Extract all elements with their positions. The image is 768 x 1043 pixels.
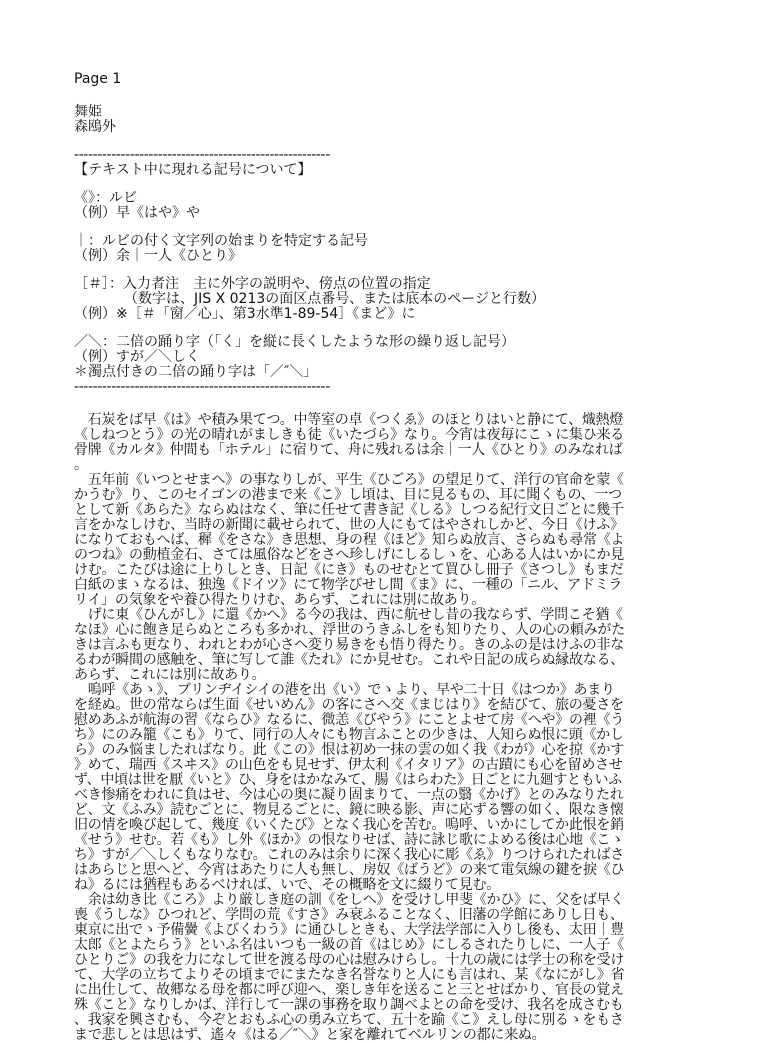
body-line: べき惨痛をわれに負はせ、今は心の奥に凝り固まりて、一点の翳《かげ》とのみなりたれ [74,787,624,803]
body-line: ら》のみ悩ましたればなり。此《この》恨は初め一抹の雲の如く我《わが》心を掠《かす [74,742,624,758]
spacer [74,135,704,148]
body-line: きは言ふも更なり、われとわが心さへ変り易きをも悟り得たり。きのふの是はけふの非な [74,637,624,653]
body-line: 《しねつとう》の光の晴れがましきも徒《いたづら》なり。今宵は夜毎にこゝに集ひ来る [74,427,624,443]
body-line: 慰めあふが航海の習《ならひ》なるに、微恙《びやう》にことよせて房《へや》の裡《う [74,712,624,728]
body-line: 嗚呼《あゝ》、ブリンヂイシイの港を出《い》でゝより、早や二十日《はつか》あまり [74,682,615,698]
body-line: ね》るには猶程もあるべければ、いで、その概略を文に綴りて見む。 [74,877,500,893]
body-line: を経ぬ。世の常ならば生面《せいめん》の客にさへ交《まじはり》を結びて、旅の憂さを [74,697,624,713]
note-ruby-start-example: （例）余｜一人《ひとり》 [74,248,242,264]
body-line: 言をかなしけむ、当時の新聞に載せられて、世の人にもてはやされしかど、今日《けふ》 [74,517,624,533]
body-line: あらず、これには別に故あり。 [74,667,266,683]
body-line: として新《あらた》ならぬはなく、筆に任せて書き記《しる》しつる紀行文日ごとに幾千 [74,502,624,518]
body-line: 余は幼き比《ころ》より厳しき庭の訓《をしへ》を受けし甲斐《かひ》に、父をば早く [74,892,624,908]
body-line: 骨牌《カルタ》仲間も「ホテル」に宿りて、舟に残れるは余｜一人《ひとり》のみなれば [74,442,623,458]
body-line: かうむ》り、このセイゴンの港まで来《こ》し頃は、目に見るもの、耳に聞くもの、一つ [74,487,622,503]
body-line: げに東《ひんがし》に還《かへ》る今の我は、西に航せし昔の我ならず、学問こそ猶《 [74,607,623,623]
spacer [74,395,704,413]
note-voiced-repeat-mark: ＊濁点付きの二倍の踊り字は「／″＼」 [74,364,318,380]
body-line: のつね》の動植金石、さては風俗などをさへ珍しげにしるしゝを、心ある人はいかにか見 [74,547,624,563]
body-line: なほ》心に飽き足らぬところも多かれ、浮世のうきふしをも知りたり、人の心の頼みがた [74,622,625,638]
body-line: 。 [74,457,88,473]
spacer [74,178,704,191]
body-line: 《せう》せむ。若《も》し外《ほか》の恨なりせば、詩に詠じ歌によめる後は心地《こゝ [74,832,624,848]
note-input-annotation-example: （例）※［＃「窗／心」、第3水準1-89-54］《まど》に [74,306,416,322]
body-text [74,413,704,1043]
divider-rule-bottom: ------------------------------------------------------- [74,380,330,395]
body-line: ち》にのみ籠《こも》りて、同行の人々にも物言ふことの少きは、人知らぬ恨に頭《かし [74,727,624,743]
body-line: リイ」の気象をや養ひ得たりけむ、あらず、これには別に故あり。 [74,592,485,608]
document-page [74,72,704,1043]
body-line: 白紙のまゝなるは、独逸《ドイツ》にて物学びせし間《ま》に、一種の「ニル、アドミラ [74,577,623,593]
author-name: 森鴎外 [74,119,116,135]
body-line: 喪《うしな》ひつれど、学問の荒《すさ》み衰ふることなく、旧藩の学館にありし日も、 [74,907,624,923]
body-line: 殊《こと》なりしかば、洋行して一課の事務を取り調べよとの命を受け、我名を成さむも [74,997,624,1013]
body-line: ひとりご》の我を力になして世を渡る母の心は慰みけらし。十九の歳には学士の称を受け [74,952,625,968]
note-ruby-start: ｜：ルビの付く文字列の始まりを特定する記号 [74,233,368,249]
note-repeat-mark-example: （例）すが／＼しく [74,349,200,365]
body-line: ち》すが／＼しくもなりなむ。これのみは余りに深く我心に彫《ゑ》りつけられたればさ [74,847,624,863]
body-line: 東京に出でゝ予備黌《よびくわう》に通ひしときも、大学法学部に入りし後も、太田｜豊 [74,922,624,938]
body-line: ず、中頃は世を厭《いと》ひ、身をはかなみて、腸《はらわた》日ごとに九廻すともいふ [74,772,623,788]
note-input-annotation: ［＃］：入力者注 主に外字の説明や、傍点の位置の指定 [74,276,431,292]
body-line: るわが瞬間の感触を、筆に写して誰《たれ》にか見せむ。これや日記の成らぬ縁故なる、 [74,652,624,668]
notes-heading: 【テキスト中に現れる記号について】 [74,162,312,178]
body-line: 五年前《いつとせまへ》の事なりしが、平生《ひごろ》の望足りて、洋行の官命を蒙《 [74,472,624,488]
note-repeat-mark: ／＼：二倍の踊り字（「く」を縦に長くしたような形の繰り返し記号） [74,334,515,350]
body-line: になりておもへば、穉《をさな》き思想、身の程《ほど》知らぬ放言、さらぬも尋常《よ [74,532,625,548]
body-line: 》めて、瑞西《スヰス》の山色をも見せず、伊太利《イタリア》の古蹟にも心を留めさせ [74,757,623,773]
body-line: はあらじと思へど、今宵はあたりに人も無し、房奴《ばうど》の来て電気線の鍵を捩《ひ [74,862,625,878]
note-input-annotation-detail: （数字は、JIS X 0213の面区点番号、または底本のページと行数） [124,291,545,307]
body-line: 石炭をば早《は》や積み果てつ。中等室の卓《つくゑ》のほとりはいと静にて、熾熱燈 [74,412,624,428]
body-line: に出仕して、故郷なる母を都に呼び迎へ、楽しき年を送ること三とせばかり、官長の覚え [74,982,624,998]
body-line: けむ。こたびは途に上りしとき、日記《にき》ものせむとて買ひし冊子《さつし》もまだ [74,562,624,578]
divider-rule-top: ------------------------------------------------------- [74,148,330,163]
body-line: まで悲しとは思はず、遙々《はる／″＼》と家を離れてベルリンの都に来ぬ。 [74,1027,546,1043]
note-ruby: 《》：ルビ [74,190,137,206]
body-line: 太郎《とよたらう》といふ名はいつも一級の首《はじめ》にしるされたりしに、一人子《 [74,937,624,953]
body-line: て、大学の立ちてよりその頃までにまたなき名誉なりと人にも言はれ、某《なにがし》省 [74,967,625,983]
body-line: 、我家を興さむも、今ぞとおもふ心の勇み立ちて、五十を踰《こ》えし母に別るゝをもさ [74,1012,624,1028]
work-title: 舞姫 [74,104,102,120]
spacer [74,87,704,105]
note-ruby-example: （例）早《はや》や [74,205,200,221]
body-line: ど、文《ふみ》読むごとに、物見るごとに、鏡に映る影、声に応ずる響の如く、限なき懐 [74,802,624,818]
body-line: 旧の情を喚び起して、幾度《いくたび》となく我心を苦む。嗚呼、いかにしてか此恨を銷 [74,817,624,833]
page-label: Page 1 [74,71,122,87]
